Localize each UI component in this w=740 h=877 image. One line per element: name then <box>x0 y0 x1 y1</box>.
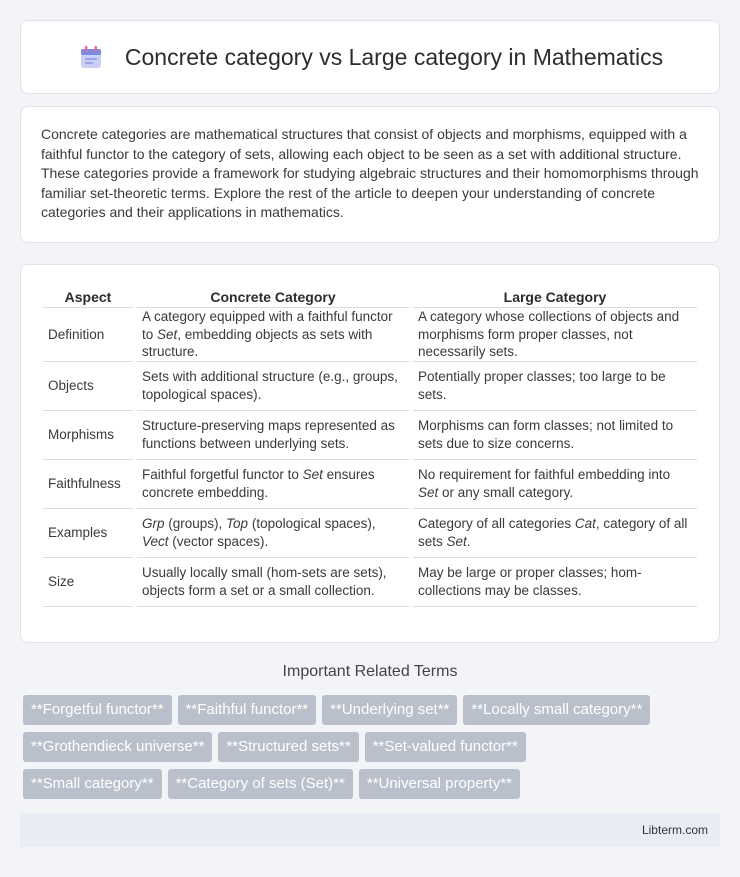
header-card <box>20 20 720 94</box>
concrete-cell: Grp (groups), Top (topological spaces), Vect (vector spaces). <box>137 509 409 558</box>
related-term-tag[interactable]: **Small category** <box>23 769 162 799</box>
intro-paragraph: Concrete categories are mathematical structures that consist of objects and morphisms, equipped with a faithful functor to the category of sets, allowing each object to be seen as a set with additional structure. These categories provide a framework for studying algebraic structures and their homomorphisms through familiar set-theoretic terms. Explore the rest of the article to deepen your understanding of concrete categories and their applications in mathematics. <box>41 126 699 221</box>
emphasis-term: Set <box>446 533 467 549</box>
emphasis-term: Set <box>302 467 323 482</box>
calendar-icon <box>77 43 105 71</box>
large-cell: Category of all categories Cat, category of all sets Set. <box>413 509 697 558</box>
related-terms-list <box>23 695 723 806</box>
aspect-cell: Objects <box>43 362 133 411</box>
tag-row <box>23 695 723 725</box>
table-row <box>43 411 697 460</box>
related-term-tag[interactable]: **Locally small category** <box>463 695 650 725</box>
emphasis-term: Cat <box>574 516 596 531</box>
concrete-cell: A category equipped with a faithful functor to Set, embedding objects as sets with structure. <box>137 308 409 362</box>
related-term-tag[interactable]: **Underlying set** <box>322 695 457 725</box>
related-term-tag[interactable]: **Grothendieck universe** <box>23 732 212 762</box>
aspect-cell: Size <box>43 558 133 607</box>
table-row <box>43 509 697 558</box>
emphasis-term: Top <box>226 516 249 531</box>
intro-card <box>20 106 720 243</box>
tag-row <box>23 769 723 799</box>
aspect-cell: Faithfulness <box>43 460 133 509</box>
concrete-cell: Faithful forgetful functor to Set ensures concrete embedding. <box>137 460 409 509</box>
concrete-cell: Sets with additional structure (e.g., groups, topological spaces). <box>137 362 409 411</box>
related-term-tag[interactable]: **Structured sets** <box>218 732 358 762</box>
footer <box>20 813 720 847</box>
related-term-tag[interactable]: **Category of sets (Set)** <box>168 769 353 799</box>
table-row <box>43 308 697 362</box>
table-row <box>43 460 697 509</box>
large-cell: No requirement for faithful embedding into Set or any small category. <box>413 460 697 509</box>
related-term-tag[interactable]: **Faithful functor** <box>178 695 317 725</box>
concrete-cell: Usually locally small (hom-sets are sets), objects form a set or a small collection. <box>137 558 409 607</box>
table-body <box>43 308 697 607</box>
column-header-concrete: Concrete Category <box>137 285 409 308</box>
table-row <box>43 362 697 411</box>
column-header-aspect: Aspect <box>43 285 133 308</box>
large-cell: Potentially proper classes; too large to be sets. <box>413 362 697 411</box>
emphasis-term: Set <box>157 326 178 342</box>
related-term-tag[interactable]: **Universal property** <box>359 769 520 799</box>
related-term-tag[interactable]: **Set-valued functor** <box>365 732 526 762</box>
comparison-card <box>20 264 720 643</box>
column-header-large: Large Category <box>413 285 697 308</box>
tag-row <box>23 732 723 762</box>
table-row <box>43 558 697 607</box>
concrete-cell: Structure-preserving maps represented as functions between underlying sets. <box>137 411 409 460</box>
emphasis-term: Set <box>418 484 439 500</box>
large-cell: A category whose collections of objects and morphisms form proper classes, not necessarily sets. <box>413 308 697 362</box>
table-header-row <box>43 285 697 308</box>
large-cell: Morphisms can form classes; not limited to sets due to size concerns. <box>413 411 697 460</box>
footer-site-link[interactable]: Libterm.com <box>641 823 708 837</box>
aspect-cell: Morphisms <box>43 411 133 460</box>
related-terms-title: Important Related Terms <box>282 663 458 680</box>
comparison-table <box>39 285 701 607</box>
emphasis-term: Vect <box>142 533 169 549</box>
aspect-cell: Definition <box>43 308 133 362</box>
emphasis-term: Grp <box>142 516 165 531</box>
large-cell: May be large or proper classes; hom-collections may be classes. <box>413 558 697 607</box>
aspect-cell: Examples <box>43 509 133 558</box>
page-title: Concrete category vs Large category in Mathematics <box>124 43 664 70</box>
related-term-tag[interactable]: **Forgetful functor** <box>23 695 172 725</box>
